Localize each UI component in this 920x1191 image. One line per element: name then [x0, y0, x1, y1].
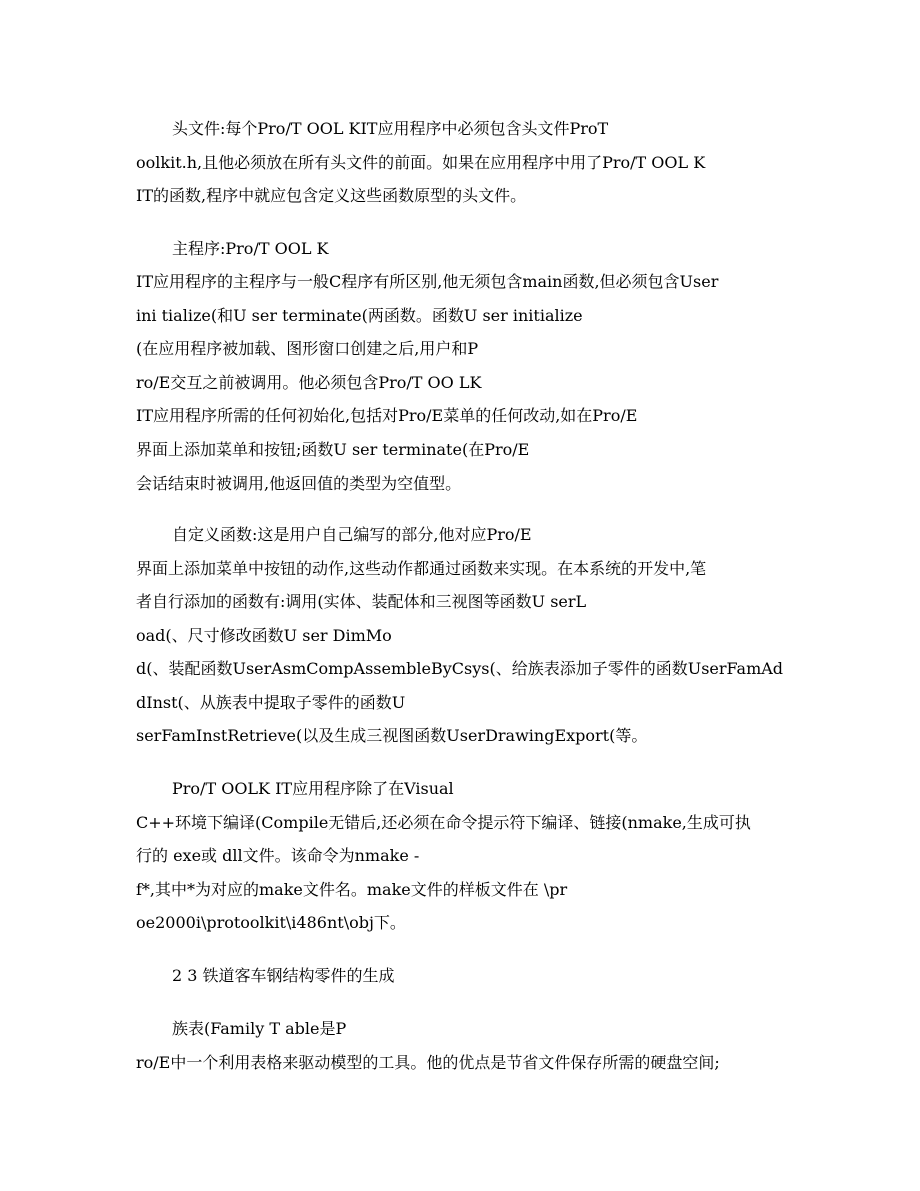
paragraph-4-line-3: 行的 exe或 dll文件。该命令为nmake - — [136, 846, 420, 865]
paragraph-3-line-2: 界面上添加菜单中按钮的动作,这些动作都通过函数来实现。在本系统的开发中,笔 — [136, 559, 707, 578]
paragraph-4-line-1: Pro/T OOLK IT应用程序除了在Visual — [172, 779, 454, 798]
paragraph-4-line-2: C++环境下编译(Compile无错后,还必须在命令提示符下编译、链接(nmake,生成可执 — [136, 813, 751, 832]
paragraph-2-line-1: 主程序:Pro/T OOL K — [172, 239, 329, 258]
paragraph-3-line-1: 自定义函数:这是用户自己编写的部分,他对应Pro/E — [172, 525, 532, 544]
paragraph-4-line-5: oe2000i\protoolkit\i486nt\obj下。 — [136, 913, 406, 932]
paragraph-2-line-6: IT应用程序所需的任何初始化,包括对Pro/E菜单的任何改动,如在Pro/E — [136, 406, 638, 425]
paragraph-4-line-4: f*,其中*为对应的make文件名。make文件的样板文件在 \pr — [136, 880, 568, 899]
paragraph-3-line-5: d(、装配函数UserAsmCompAssembleByCsys(、给族表添加子零件的函数UserFamAd — [136, 659, 784, 678]
paragraph-2-line-2: IT应用程序的主程序与一般C程序有所区别,他无须包含main函数,但必须包含User — [136, 272, 719, 291]
paragraph-6-line-2: ro/E中一个利用表格来驱动模型的工具。他的优点是节省文件保存所需的硬盘空间; — [136, 1053, 720, 1072]
paragraph-3-line-3: 者自行添加的函数有:调用(实体、装配体和三视图等函数U serL — [136, 592, 587, 611]
paragraph-1-line-1: 头文件:每个Pro/T OOL KIT应用程序中必须包含头文件ProT — [172, 119, 609, 138]
paragraph-3-line-7: serFamInstRetrieve(以及生成三视图函数UserDrawingExport(等。 — [136, 726, 648, 745]
paragraph-2-line-4: (在应用程序被加载、图形窗口创建之后,用户和P — [136, 339, 479, 358]
paragraph-3-line-4: oad(、尺寸修改函数U ser DimMo — [136, 626, 392, 645]
paragraph-2-line-5: ro/E交互之前被调用。他必须包含Pro/T OO LK — [136, 373, 482, 392]
paragraph-6-line-1: 族表(Family T able是P — [172, 1019, 347, 1038]
paragraph-3-line-6: dInst(、从族表中提取子零件的函数U — [136, 693, 406, 712]
paragraph-2-line-7: 界面上添加菜单和按钮;函数U ser terminate(在Pro/E — [136, 440, 530, 459]
paragraph-2-line-8: 会话结束时被调用,他返回值的类型为空值型。 — [136, 474, 462, 493]
section-heading: 2 3 铁道客车钢结构零件的生成 — [172, 966, 395, 985]
paragraph-1-line-2: oolkit.h,且他必须放在所有头文件的前面。如果在应用程序中用了Pro/T OOL K — [136, 153, 706, 172]
paragraph-2-line-3: ini tialize(和U ser terminate(两函数。函数U ser initialize — [136, 306, 583, 325]
paragraph-1-line-3: IT的函数,程序中就应包含定义这些函数原型的头文件。 — [136, 186, 527, 205]
